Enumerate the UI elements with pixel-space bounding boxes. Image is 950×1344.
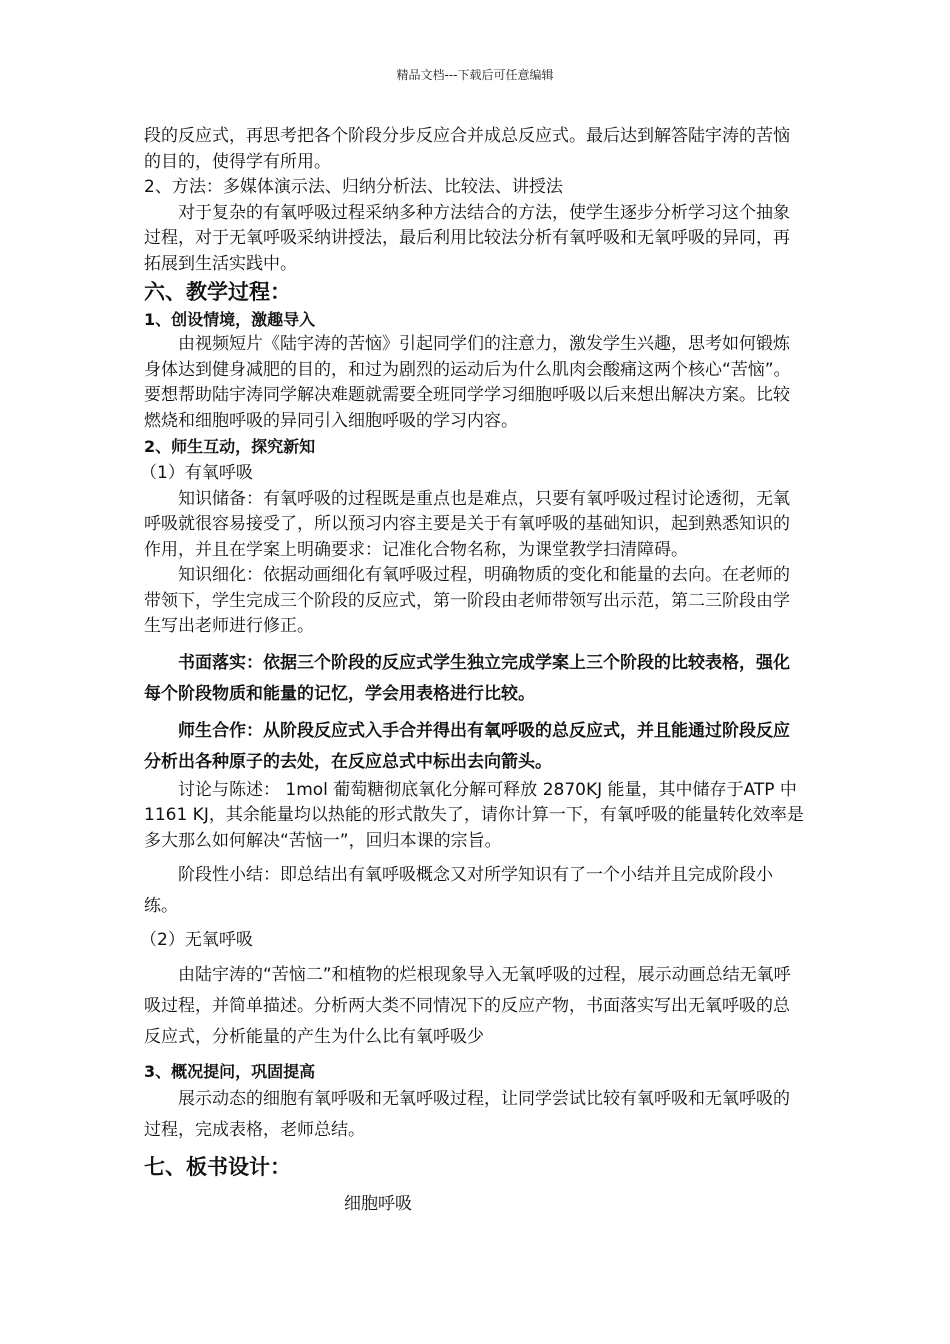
subsection-1-text: 由视频短片《陆宇涛的苦恼》引起同学们的注意力，激发学生兴趣，思考如何锻炼身体达到健身减肥的目的，和过为剧烈的运动后为什么肌肉会酸痛这两个核心“苦恼”。要想帮助陆宇涛同学解决难题就需要全班同学学习细胞呼吸以后来想出解决方案。比较燃烧和细胞呼吸的异同引入细胞呼吸的学习内容。 — [144, 334, 791, 431]
anaerobic-text: 由陆宇涛的“苦恼二”和植物的烂根现象导入无氧呼吸的过程，展示动画总结无氧呼吸过程，并简单描述。分析两大类不同情况下的反应产物，书面落实写出无氧呼吸的总反应式，分析能量的产生为什么比有氧呼吸少 — [144, 964, 791, 1047]
subsection-3-title: 3、概况提问，巩固提高 — [144, 1061, 316, 1081]
teacher-student-cooperation: 师生合作：从阶段反应式入手合并得出有氧呼吸的总反应式，并且能通过阶段反应分析出各种原子的去处，在反应总式中标出去向箭头。 — [144, 720, 790, 772]
board-design-title: 细胞呼吸 — [344, 1193, 412, 1214]
written-practice: 书面落实：依据三个阶段的反应式学生独立完成学案上三个阶段的比较表格，强化每个阶段物质和能量的记忆，学会用表格进行比较。 — [144, 652, 790, 704]
page-header: 精品文档---下载后可任意编辑 — [396, 68, 554, 82]
anaerobic-title: （2）无氧呼吸 — [140, 930, 253, 950]
method-line: 2、方法：多媒体演示法、归纳分析法、比较法、讲授法 — [144, 177, 563, 197]
stage-summary: 阶段性小结：即总结出有氧呼吸概念又对所学知识有了一个小结并且完成阶段小练。 — [144, 865, 773, 916]
method-description: 对于复杂的有氧呼吸过程采纳多种方法结合的方法，使学生逐步分析学习这个抽象过程，对于无氧呼吸采纳讲授法，最后利用比较法分析有氧呼吸和无氧呼吸的异同，再拓展到生活实践中。 — [144, 202, 790, 274]
discussion: 讨论与陈述： 1mol 葡萄糖彻底氧化分解可释放 2870KJ 能量，其中储存于ATP 中 1161 KJ，其余能量均以热能的形式散失了，请你计算一下，有氧呼吸的能量转化效率是多大那么如何解决“苦恼一”，回归本课的宗旨。 — [144, 779, 804, 851]
document-body — [140, 124, 804, 1217]
knowledge-detail: 知识细化：依据动画细化有氧呼吸过程，明确物质的变化和能量的去向。在老师的带领下，学生完成三个阶段的反应式，第一阶段由老师带领写出示范，第二三阶段由学生写出老师进行修正。 — [144, 565, 790, 636]
subsection-1-title: 1、创设情境，激趣导入 — [144, 310, 316, 329]
section-7-title: 七、板书设计： — [144, 1154, 291, 1179]
aerobic-title: （1）有氧呼吸 — [140, 463, 253, 483]
knowledge-prep: 知识储备：有氧呼吸的过程既是重点也是难点，只要有氧呼吸过程讨论透彻，无氧呼吸就很容易接受了，所以预习内容主要是关于有氧呼吸的基础知识，起到熟悉知识的作用，并且在学案上明确要求：记准化合物名称，为课堂教学扫清障碍。 — [144, 488, 790, 560]
section-6-title: 六、教学过程： — [144, 280, 291, 304]
subsection-3-text: 展示动态的细胞有氧呼吸和无氧呼吸过程，让同学尝试比较有氧呼吸和无氧呼吸的过程，完成表格，老师总结。 — [144, 1088, 790, 1140]
subsection-2-title: 2、师生互动，探究新知 — [144, 437, 316, 456]
paragraph-continuation: 段的反应式，再思考把各个阶段分步反应合并成总反应式。最后达到解答陆宇涛的苦恼的目的，使得学有所用。 — [144, 126, 790, 172]
